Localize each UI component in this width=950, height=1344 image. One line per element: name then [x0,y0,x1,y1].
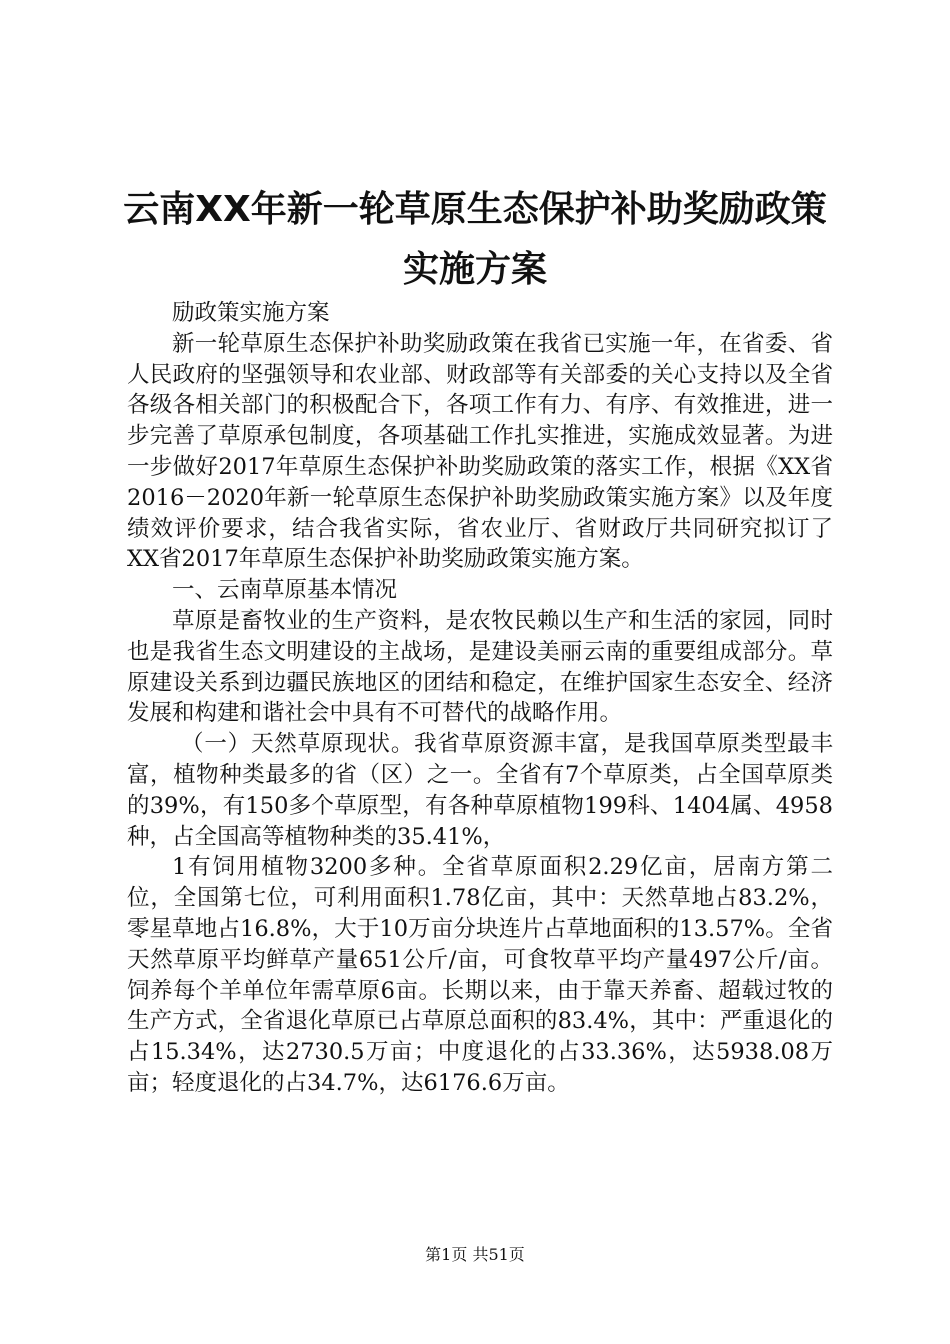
document-body [127,298,833,1099]
paragraph: 新一轮草原生态保护补助奖励政策在我省已实施一年，在省委、省人民政府的坚强领导和农业部、财政部等有关部委的关心支持以及全省各级各相关部门的积极配合下，各项工作有力、有序、有效推进，进一步完善了草原承包制度，各项基础工作扎实推进，实施成效显著。为进一步做好2017年草原生态保护补助奖励政策的落实工作，根据《XX省2016－2020年新一轮草原生态保护补助奖励政策实施方案》以及年度绩效评价要求，结合我省实际，省农业厅、省财政厅共同研究拟订了XX省2017年草原生态保护补助奖励政策实施方案。 [127,330,833,573]
paragraph: 草原是畜牧业的生产资料，是农牧民赖以生产和生活的家园，同时也是我省生态文明建设的主战场，是建设美丽云南的重要组成部分。草原建设关系到边疆民族地区的团结和稳定，在维护国家生态安全、经济发展和构建和谐社会中具有不可替代的战略作用。 [127,607,833,727]
document-title-line-1: 云南XX年新一轮草原生态保护补助奖励政策 [123,189,827,230]
page-number-footer: 第1页 共51页 [425,1245,525,1264]
paragraph: 1有饲用植物3200多种。全省草原面积2.29亿亩，居南方第二位，全国第七位，可利用面积1.78亿亩，其中：天然草地占83.2%，零星草地占16.8%，大于10万亩分块连片占草地面积的13.57%。全省天然草原平均鲜草产量651公斤/亩，可食牧草平均产量497公斤/亩。饲养每个羊单位年需草原6亩。长期以来，由于靠天养畜、超载过牧的生产方式，全省退化草原已占草原总面积的83.4%，其中：严重退化的占15.34%，达2730.5万亩；中度退化的占33.36%，达5938.08万亩；轻度退化的占34.7%，达6176.6万亩。 [127,854,833,1096]
paragraph: （一）天然草原现状。我省草原资源丰富，是我国草原类型最丰富，植物种类最多的省（区）之一。全省有7个草原类，占全国草原类的39%，有150多个草原型，有各种草原植物199科、1404属、4958种，占全国高等植物种类的35.41%， [127,731,833,850]
section-heading: 一、云南草原基本情况 [172,577,398,604]
paragraph: 励政策实施方案 [172,300,330,326]
document-title-line-2: 实施方案 [402,249,547,290]
